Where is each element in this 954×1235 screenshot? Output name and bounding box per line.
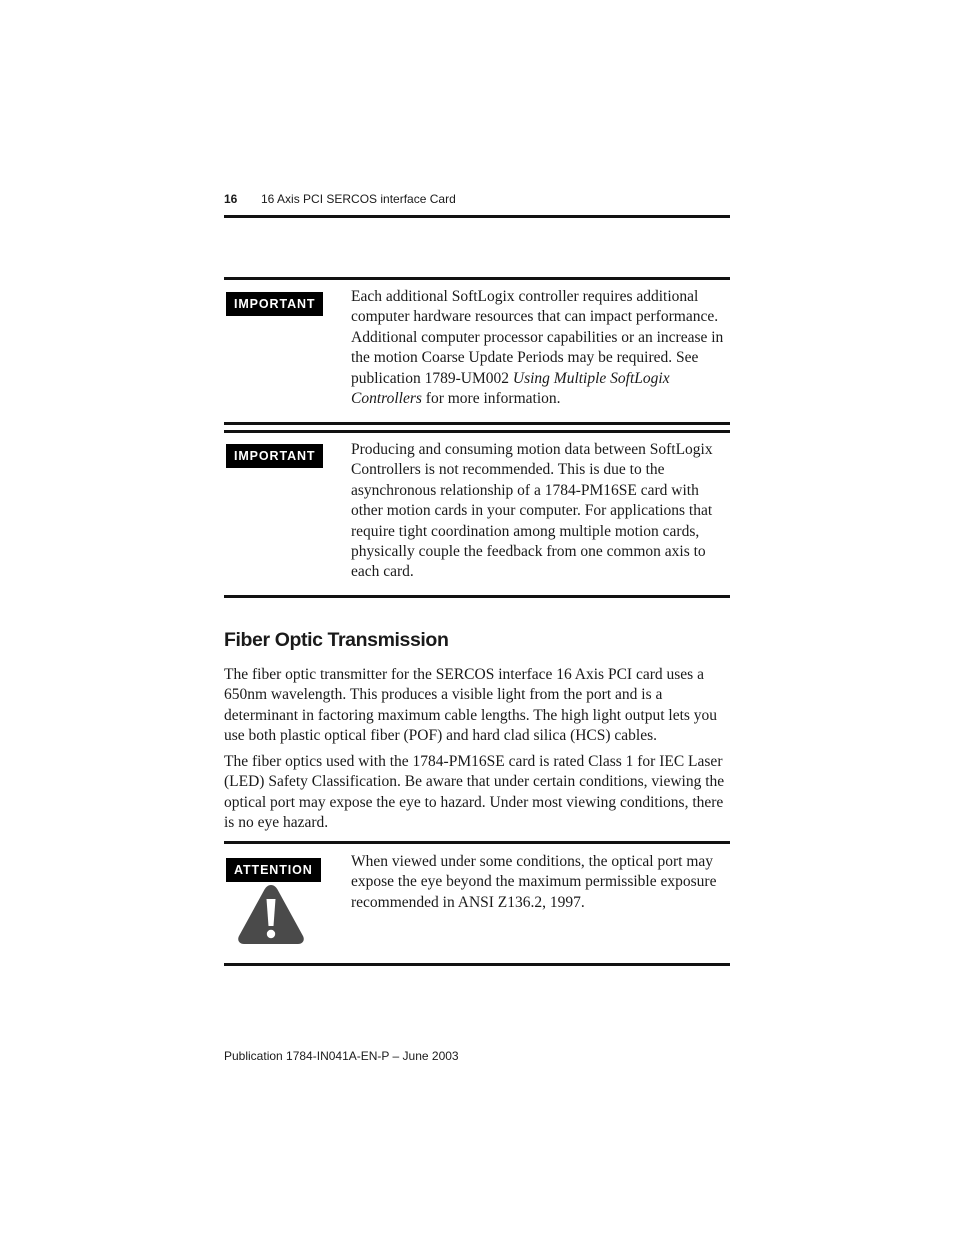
body-paragraph: The fiber optics used with the 1784-PM16SE card is rated Class 1 for IEC Laser (LED) Safety Classification. Be aware that under certain conditions, viewing the optical port may expose the eye to hazard. Under most viewing conditions, there is no eye hazard. <box>224 753 725 831</box>
important-notice-text <box>351 440 731 583</box>
important-badge: IMPORTANT <box>226 444 323 468</box>
running-title: 16 Axis PCI SERCOS interface Card <box>261 192 456 206</box>
section-heading: Fiber Optic Transmission <box>224 629 449 651</box>
attention-paragraph: When viewed under some conditions, the optical port may expose the eye beyond the maximum permissible exposure recommended in ANSI Z136.2, 1997. <box>351 853 717 911</box>
important-notice-2 <box>224 430 730 598</box>
rule-divider <box>224 963 730 966</box>
body-paragraph: The fiber optic transmitter for the SERCOS interface 16 Axis PCI card uses a 650nm wavelength. This produces a visible light from the port and is a determinant in factoring maximum cable lengths. The high light output lets you use both plastic optical fiber (POF) and hard clad silica (HCS) cables. <box>224 666 718 744</box>
page-header <box>224 192 730 218</box>
publication-footer: Publication 1784-IN041A-EN-P – June 2003 <box>224 1049 459 1063</box>
notice-text-part: for more information. <box>421 390 561 408</box>
attention-badge: ATTENTION <box>226 858 321 882</box>
notice-text-part: Each additional SoftLogix controller requires additional computer hardware resources that can impact performance. Additional computer processor capabilities or an increase in the motion Coarse Update Periods may be required. See publication 1789-UM002 <box>351 288 724 387</box>
important-notice-text <box>351 287 731 409</box>
attention-notice <box>224 841 730 966</box>
rule-divider <box>224 422 730 425</box>
important-badge: IMPORTANT <box>226 292 323 316</box>
important-notice-1 <box>224 277 730 425</box>
rule-divider <box>224 595 730 598</box>
page-number: 16 <box>224 192 238 206</box>
attention-notice-text <box>351 852 731 913</box>
warning-triangle-icon <box>236 881 306 947</box>
publication-title: Using Multiple SoftLogix Controllers <box>351 369 670 408</box>
notice-paragraph: Producing and consuming motion data between SoftLogix Controllers is not recommended. This is due to the asynchronous relationship of a 1784-PM16SE card with other motion cards in your computer. For applications that require tight coordination among multiple motion cards, physically couple the feedback from one common axis to each card. <box>351 441 713 581</box>
rule-divider <box>224 841 730 844</box>
rule-divider <box>224 277 730 280</box>
rule-divider <box>224 430 730 433</box>
